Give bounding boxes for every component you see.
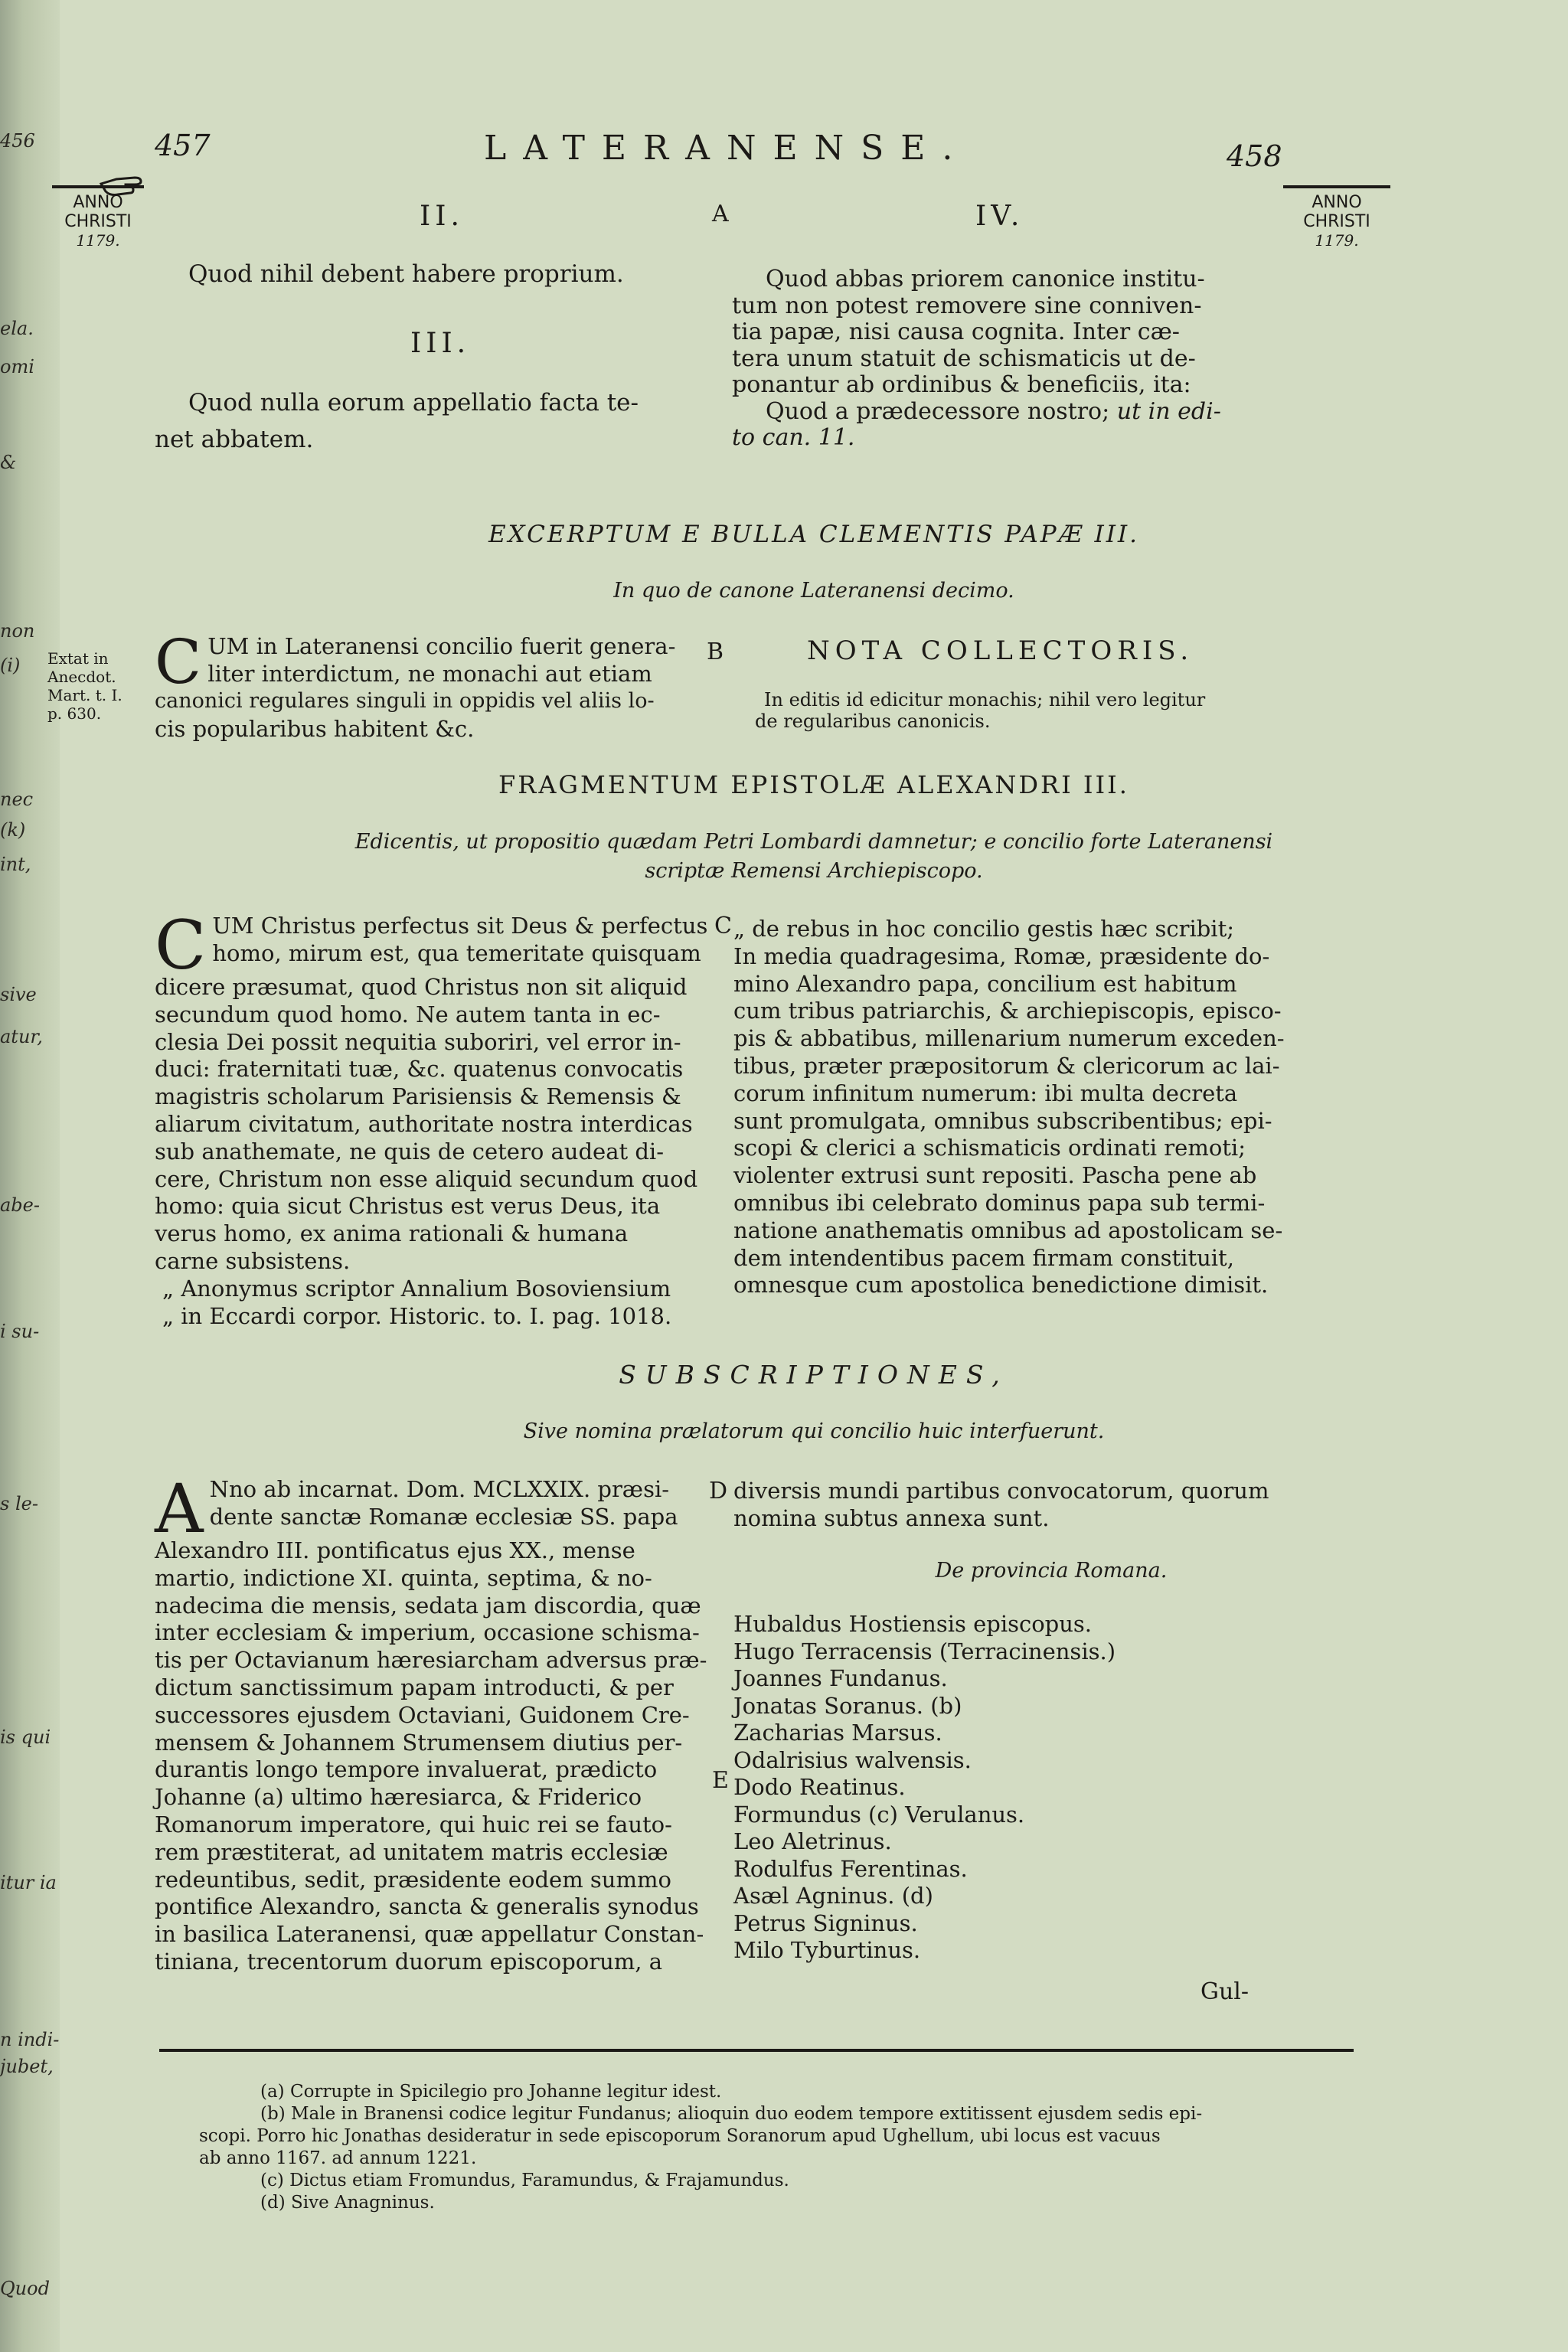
- list-item: Jonatas Soranus. (b): [733, 1692, 962, 1719]
- chapter-iii-heading: III.: [410, 328, 471, 359]
- drop-cap: A: [155, 1469, 204, 1548]
- text-line: tum non potest removere sine conniven-: [732, 292, 1202, 319]
- list-item: Odalrisius walvensis.: [733, 1746, 972, 1773]
- text-line: clesia Dei possit nequitia suboriri, vel error in-: [155, 1028, 681, 1055]
- text-line: to can. 11.: [732, 424, 855, 451]
- spine-fragment: jubet,: [0, 2056, 54, 2077]
- text-line: dicere præsumat, quod Christus non sit aliquid: [155, 974, 688, 1000]
- text-line: scopi & clerici a schismaticis ordinati remoti;: [733, 1135, 1246, 1161]
- list-item: Dodo Reatinus.: [733, 1774, 906, 1800]
- text-line: homo: quia sicut Christus est verus Deus, ita: [155, 1193, 661, 1220]
- margin-mark-e: E: [712, 1767, 729, 1794]
- text-line: sunt promulgata, omnibus subscribentibus; epi-: [733, 1107, 1272, 1134]
- text-line: tis per Octavianum hæresiarcham adversus præ-: [155, 1647, 707, 1674]
- text-line: successores ejusdem Octaviani, Guidonem Cre-: [155, 1701, 690, 1728]
- list-item: Joannes Fundanus.: [733, 1665, 948, 1691]
- text-line-italic: ut in edi-: [1109, 397, 1221, 425]
- anno-label: ANNO: [73, 193, 123, 212]
- text-line: dente sanctæ Romanæ ecclesiæ SS. papa: [209, 1503, 678, 1530]
- chapter-iv-heading: IV.: [975, 201, 1024, 232]
- list-item: Hugo Terracensis (Terracinensis.): [733, 1638, 1116, 1664]
- note-line: p. 630.: [47, 704, 102, 723]
- spine-fragment: n indi-: [0, 2029, 60, 2050]
- text-line: „ in Eccardi corpor. Historic. to. I. pag. 1018.: [162, 1302, 672, 1329]
- fragmentum-subtitle-1: Edicentis, ut propositio quædam Petri Lombardi damnetur; e concilio forte Lateranensi: [354, 830, 1273, 854]
- book-page: [47, 0, 1568, 2352]
- text-line: diversis mundi partibus convocatorum, quorum: [733, 1478, 1269, 1504]
- footnote: (a) Corrupte in Spicilegio pro Johanne legitur idest.: [260, 2082, 722, 2102]
- list-item: Milo Tyburtinus.: [733, 1937, 921, 1963]
- text-line: cere, Christum non esse aliquid secundum quod: [155, 1165, 698, 1192]
- excerptum-title: EXCERPTUM E BULLA CLEMENTIS PAPÆ III.: [488, 521, 1140, 548]
- text-line: inter ecclesiam & imperium, occasione schisma-: [155, 1619, 700, 1646]
- text-line: omnibus ibi celebrato dominus papa sub termi-: [733, 1189, 1266, 1216]
- text-line: magistris scholarum Parisiensis & Remensis &: [155, 1083, 681, 1110]
- footnotes: [199, 2081, 1332, 2214]
- excerptum-subtitle: In quo de canone Lateranensi decimo.: [613, 579, 1014, 603]
- book-spine: [0, 0, 60, 2352]
- list-item: Hubaldus Hostiensis episcopus.: [733, 1611, 1093, 1637]
- subscriptiones-left-column: [155, 1469, 721, 1976]
- text-line: Alexandro III. pontificatus ejus XX., mense: [155, 1537, 635, 1563]
- text-line: liter interdictum, ne monachi aut etiam: [207, 661, 652, 687]
- text-line: dem intendentibus pacem firmam constituit,: [733, 1244, 1234, 1271]
- text-line: canonici regulares singuli in oppidis vel aliis lo-: [155, 689, 655, 713]
- spine-fragment: non: [0, 620, 35, 642]
- catchword: Gul-: [1200, 1978, 1250, 2005]
- text-line: duci: fraternitati tuæ, &c. quatenus convocatis: [155, 1056, 684, 1083]
- text-line: Quod abbas priorem canonice institu-: [766, 266, 1205, 292]
- note-line: Extat in: [47, 649, 109, 668]
- text-line: Romanorum imperatore, qui huic rei se fauto-: [155, 1811, 672, 1838]
- margin-mark-a: A: [712, 201, 729, 227]
- spine-fragment: (k): [0, 819, 26, 841]
- province-heading: De provincia Romana.: [935, 1559, 1168, 1583]
- text-line: ponantur ab ordinibus & beneficiis, ita:: [732, 371, 1191, 398]
- spine-fragment: is qui: [0, 1726, 51, 1748]
- note-line: Mart. t. I.: [47, 686, 122, 704]
- text-line: verus homo, ex anima rationali & humana: [155, 1220, 629, 1247]
- footnote: scopi. Porro hic Jonathas desideratur in sede episcoporum Soranorum apud Ughellum, ubi locus est vacuus: [199, 2126, 1161, 2146]
- text-line: Johanne (a) ultimo hæresiarca, & Friderico: [155, 1784, 642, 1811]
- christi-label: CHRISTI: [64, 212, 132, 232]
- fragmentum-title: FRAGMENTUM EPISTOLÆ ALEXANDRI III.: [498, 770, 1129, 799]
- subscriptiones-subtitle: Sive nomina prælatorum qui concilio huic interfuerunt.: [523, 1419, 1105, 1443]
- drop-cap: C: [155, 906, 207, 985]
- footnote-rule: [159, 2049, 1354, 2052]
- margin-mark-c: C: [714, 913, 732, 939]
- list-item: Leo Aletrinus.: [733, 1828, 892, 1854]
- chapter-iii-text-line1: Quod nulla eorum appellatio facta te-: [188, 389, 639, 416]
- spine-fragment: nec: [0, 789, 34, 810]
- spine-fragment: Quod: [0, 2278, 50, 2299]
- chapter-ii-heading: II.: [420, 201, 464, 232]
- footnote: (c) Dictus etiam Fromundus, Faramundus, & Frajamundus.: [260, 2171, 789, 2190]
- spine-fragment: omi: [0, 356, 34, 377]
- spine-fragment: 456: [0, 130, 35, 152]
- text-line: redeuntibus, sedit, præsidente eodem summo: [155, 1866, 671, 1893]
- spine-fragment: itur ia: [0, 1872, 57, 1893]
- spine-fragment: sive: [0, 984, 37, 1005]
- text-line: nadecima die mensis, sedata jam discordia, quæ: [155, 1592, 701, 1619]
- spine-fragment: s le-: [0, 1493, 38, 1514]
- fragmentum-subtitle-2: scriptæ Remensi Archiepiscopo.: [645, 859, 983, 883]
- anno-christi-right: [1283, 185, 1390, 250]
- list-item: Asæl Agninus. (d): [733, 1883, 933, 1909]
- bishops-list: [733, 1611, 1116, 1965]
- list-item: Rodulfus Ferentinas.: [733, 1855, 968, 1882]
- chapter-ii-text: Quod nihil debent habere proprium.: [188, 260, 624, 288]
- spine-fragment: (i): [0, 655, 21, 676]
- spine-fragment: abe-: [0, 1194, 40, 1216]
- text-line: Nno ab incarnat. Dom. MCLXXIX. præsi-: [209, 1476, 670, 1502]
- text-line: UM in Lateranensi concilio fuerit genera-: [207, 633, 676, 659]
- text-line: de regularibus canonicis.: [755, 710, 991, 732]
- text-line: tera unum statuit de schismaticis ut de-: [732, 345, 1196, 372]
- text-line: dictum sanctissimum papam introducti, & per: [155, 1674, 674, 1700]
- christi-label: CHRISTI: [1303, 212, 1370, 232]
- spine-fragment: ela.: [0, 318, 34, 339]
- text-line: durantis longo tempore invaluerat, prædicto: [155, 1756, 658, 1783]
- text-line: Quod a prædecessore nostro;: [766, 397, 1110, 425]
- margin-mark-b: B: [707, 639, 724, 665]
- text-line: violenter extrusi sunt repositi. Pascha pene ab: [733, 1162, 1257, 1189]
- running-title: LATERANENSE.: [484, 129, 970, 168]
- footnote: (d) Sive Anagninus.: [260, 2193, 435, 2213]
- text-line: cum tribus patriarchis, & archiepiscopis, episco-: [733, 998, 1282, 1024]
- list-item: Petrus Signinus.: [733, 1909, 918, 1936]
- page-number-right: 458: [1227, 139, 1282, 173]
- spine-fragment: atur,: [0, 1026, 43, 1047]
- anno-year: 1179.: [1315, 230, 1359, 250]
- excerptum-text: [155, 626, 714, 743]
- anno-label: ANNO: [1312, 193, 1362, 212]
- spine-fragment: i su-: [0, 1321, 40, 1342]
- text-line: mino Alexandro papa, concilium est habitum: [733, 970, 1237, 997]
- anno-year: 1179.: [76, 230, 120, 250]
- subscriptiones-title: SUBSCRIPTIONES,: [619, 1360, 1009, 1390]
- text-line: aliarum civitatum, authoritate nostra interdicas: [155, 1110, 693, 1137]
- subscriptiones-right-column: [733, 1478, 1346, 1533]
- text-line: mensem & Johannem Strumensem diutius per-: [155, 1729, 683, 1756]
- text-line: In media quadragesima, Romæ, præsidente do-: [733, 942, 1270, 969]
- text-line: martio, indictione XI. quinta, septima, & no-: [155, 1564, 652, 1591]
- spine-fragment: int,: [0, 854, 31, 875]
- text-line: pis & abbatibus, millenarium numerum exceden-: [733, 1025, 1285, 1052]
- text-line: natione anathematis omnibus ad apostolicam se-: [733, 1217, 1283, 1243]
- text-line: rem præstiterat, ad unitatem matris ecclesiæ: [155, 1838, 668, 1865]
- anno-christi-left: [44, 185, 152, 250]
- footnote: (b) Male in Branensi codice legitur Fundanus; alioquin duo eodem tempore extitissent ejusdem sedis epi-: [260, 2104, 1203, 2124]
- spine-fragment: &: [0, 452, 17, 473]
- text-line: „ Anonymus scriptor Annalium Bosoviensium: [162, 1275, 671, 1302]
- text-line: pontifice Alexandro, sancta & generalis synodus: [155, 1893, 699, 1920]
- list-item: Zacharias Marsus.: [733, 1720, 942, 1746]
- text-line: „ de rebus in hoc concilio gestis hæc scribit;: [733, 916, 1235, 942]
- text-line: carne subsistens.: [155, 1247, 351, 1274]
- margin-mark-d: D: [709, 1478, 728, 1504]
- text-line: sub anathemate, ne quis de cetero audeat di-: [155, 1138, 665, 1165]
- list-item: Formundus (c) Verulanus.: [733, 1801, 1025, 1828]
- text-line: cis popularibus habitent &c.: [155, 716, 475, 742]
- text-line: tia papæ, nisi causa cognita. Inter cæ-: [732, 318, 1180, 345]
- text-line: homo, mirum est, qua temeritate quisquam: [212, 939, 701, 966]
- drop-cap: C: [155, 626, 202, 697]
- text-line: corum infinitum numerum: ibi multa decreta: [733, 1080, 1238, 1106]
- text-line: nomina subtus annexa sunt.: [733, 1504, 1050, 1531]
- nota-collectoris-title: NOTA COLLECTORIS.: [807, 635, 1194, 666]
- text-line: tiniana, trecentorum duorum episcoporum, a: [155, 1948, 663, 1975]
- fragmentum-left-column: [155, 906, 721, 1330]
- note-line: Anecdot.: [47, 668, 116, 686]
- chapter-iii-text-line2: net abbatem.: [155, 426, 314, 453]
- footnote: ab anno 1167. ad annum 1221.: [199, 2148, 477, 2168]
- margin-note-extat: [47, 649, 132, 723]
- text-line: secundum quod homo. Ne autem tanta in ec-: [155, 1001, 661, 1027]
- text-line: UM Christus perfectus sit Deus & perfectus: [212, 913, 708, 939]
- text-line: omnesque cum apostolica benedictione dimisit.: [733, 1272, 1269, 1298]
- text-line: in basilica Lateranensi, quæ appellatur Constan-: [155, 1921, 704, 1948]
- text-line: tibus, præter præpositorum & clericorum ac lai-: [733, 1052, 1280, 1079]
- nota-collectoris-text: [755, 689, 1352, 732]
- text-line: In editis id edicitur monachis; nihil vero legitur: [764, 689, 1206, 710]
- fragmentum-right-column: [733, 916, 1346, 1299]
- chapter-iv-text: [732, 266, 1344, 452]
- page-number-left: 457: [155, 129, 211, 162]
